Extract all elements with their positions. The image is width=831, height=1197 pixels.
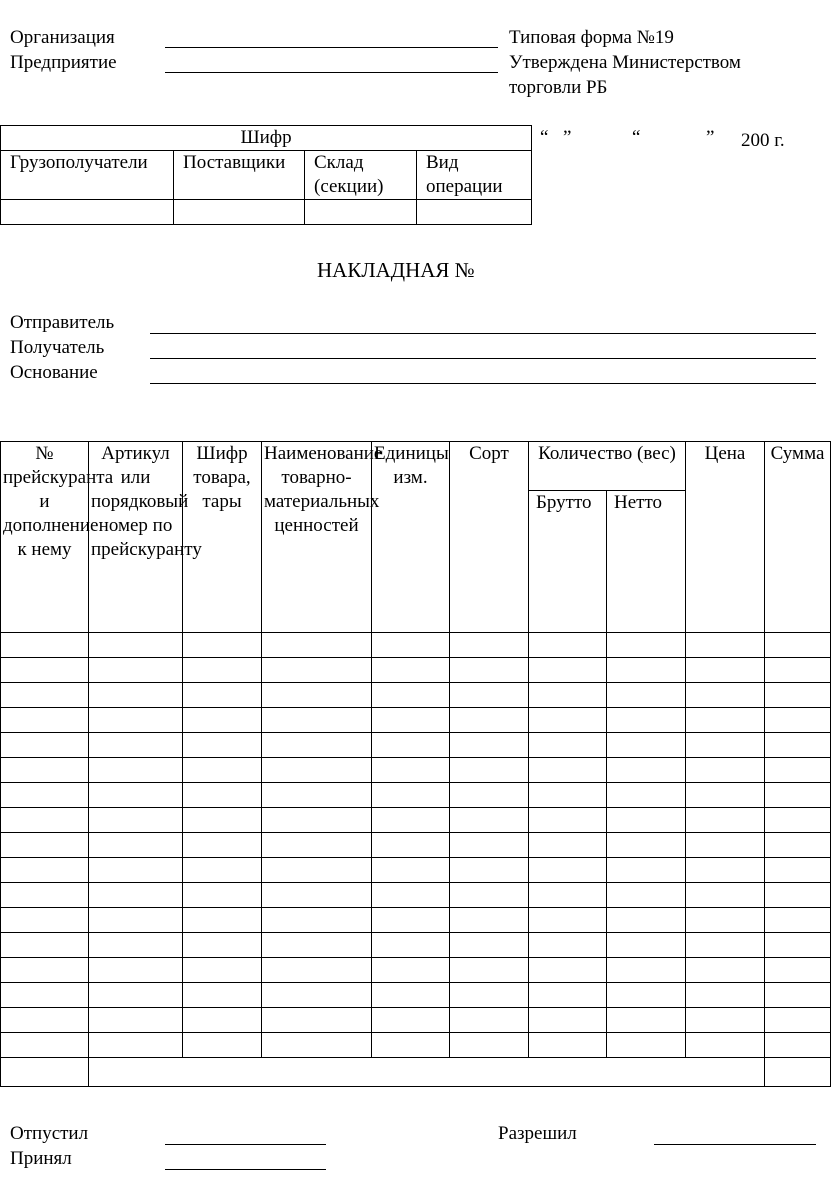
table-cell[interactable]: [686, 733, 765, 758]
table-cell[interactable]: [372, 908, 450, 933]
table-cell[interactable]: [686, 808, 765, 833]
table-row: [1, 783, 831, 808]
table-cell[interactable]: [450, 833, 529, 858]
table-cell[interactable]: [262, 883, 372, 908]
table-cell[interactable]: [262, 833, 372, 858]
table-cell[interactable]: [1, 1008, 89, 1033]
table-cell[interactable]: [262, 633, 372, 658]
basis-label: Основание: [10, 362, 98, 383]
date-quote-close-1: ”: [563, 127, 572, 148]
shifr-cell-warehouse[interactable]: [305, 200, 417, 225]
table-cell[interactable]: [686, 958, 765, 983]
table-cell[interactable]: [262, 1033, 372, 1058]
table-cell[interactable]: [450, 758, 529, 783]
table-cell[interactable]: [89, 783, 183, 808]
table-cell[interactable]: [529, 958, 607, 983]
enterprise-label: Предприятие: [10, 52, 117, 73]
received-label: Принял: [10, 1148, 72, 1169]
receiver-field[interactable]: [150, 358, 816, 359]
table-cell[interactable]: [450, 633, 529, 658]
table-cell[interactable]: [89, 808, 183, 833]
table-cell[interactable]: [450, 983, 529, 1008]
table-cell[interactable]: [765, 858, 831, 883]
table-cell[interactable]: [372, 833, 450, 858]
table-cell[interactable]: [183, 683, 262, 708]
table-cell[interactable]: [450, 658, 529, 683]
enterprise-field[interactable]: [165, 72, 498, 73]
col-header-sum: Сумма: [765, 442, 831, 633]
table-cell[interactable]: [89, 983, 183, 1008]
table-cell[interactable]: [1, 708, 89, 733]
table-cell[interactable]: [765, 658, 831, 683]
table-cell[interactable]: [607, 1033, 686, 1058]
table-cell[interactable]: [529, 683, 607, 708]
table-cell[interactable]: [529, 1008, 607, 1033]
table-cell[interactable]: [262, 808, 372, 833]
table-cell[interactable]: [372, 983, 450, 1008]
table-cell[interactable]: [450, 733, 529, 758]
table-cell[interactable]: [529, 758, 607, 783]
table-cell[interactable]: [450, 883, 529, 908]
table-cell[interactable]: [183, 708, 262, 733]
table-cell[interactable]: [686, 633, 765, 658]
table-cell[interactable]: [607, 858, 686, 883]
table-cell[interactable]: [686, 833, 765, 858]
table-cell[interactable]: [765, 733, 831, 758]
table-cell[interactable]: [607, 783, 686, 808]
table-cell[interactable]: [607, 833, 686, 858]
table-cell[interactable]: [765, 908, 831, 933]
table-cell[interactable]: [607, 658, 686, 683]
table-cell[interactable]: [89, 883, 183, 908]
table-cell[interactable]: [372, 758, 450, 783]
table-cell[interactable]: [262, 783, 372, 808]
table-cell[interactable]: [765, 708, 831, 733]
table-cell[interactable]: [1, 858, 89, 883]
shifr-col-warehouse: Склад (секции): [305, 151, 417, 200]
table-cell[interactable]: [372, 708, 450, 733]
col-header-price: Цена: [686, 442, 765, 633]
ministry-text: торговли РБ: [509, 77, 608, 98]
table-cell[interactable]: [262, 1008, 372, 1033]
table-cell[interactable]: [607, 758, 686, 783]
table-cell[interactable]: [262, 958, 372, 983]
table-row: [1, 633, 831, 658]
table-cell[interactable]: [686, 658, 765, 683]
allowed-signature-field[interactable]: [654, 1144, 816, 1145]
table-cell[interactable]: [89, 733, 183, 758]
table-cell[interactable]: [372, 1008, 450, 1033]
table-cell[interactable]: [765, 633, 831, 658]
shifr-cell-consignees[interactable]: [1, 200, 174, 225]
table-row: [1, 683, 831, 708]
table-cell[interactable]: [372, 883, 450, 908]
table-cell[interactable]: [607, 958, 686, 983]
table-cell[interactable]: [183, 983, 262, 1008]
table-cell[interactable]: [183, 883, 262, 908]
table-row: [1, 908, 831, 933]
organization-field[interactable]: [165, 47, 498, 48]
table-cell[interactable]: [372, 933, 450, 958]
col-header-gross: Брутто: [529, 491, 607, 633]
table-cell[interactable]: [262, 858, 372, 883]
table-cell[interactable]: [89, 658, 183, 683]
table-cell[interactable]: [529, 808, 607, 833]
table-cell[interactable]: [450, 933, 529, 958]
table-cell[interactable]: [529, 933, 607, 958]
table-cell[interactable]: [1, 908, 89, 933]
table-cell[interactable]: [183, 1033, 262, 1058]
table-cell[interactable]: [686, 983, 765, 1008]
table-cell[interactable]: [372, 808, 450, 833]
table-cell[interactable]: [529, 733, 607, 758]
col-header-code: Шифр товара, тары: [183, 442, 262, 633]
table-cell[interactable]: [607, 683, 686, 708]
date-year: 200 г.: [741, 130, 785, 151]
table-cell[interactable]: [686, 908, 765, 933]
table-row: [1, 833, 831, 858]
table-cell[interactable]: [529, 708, 607, 733]
table-cell[interactable]: [372, 633, 450, 658]
allowed-label: Разрешил: [498, 1123, 577, 1144]
table-cell[interactable]: [372, 858, 450, 883]
table-cell[interactable]: [1, 833, 89, 858]
table-cell[interactable]: [529, 783, 607, 808]
table-cell[interactable]: [372, 1033, 450, 1058]
table-cell[interactable]: [529, 983, 607, 1008]
table-cell[interactable]: [765, 808, 831, 833]
table-cell[interactable]: [607, 983, 686, 1008]
table-cell[interactable]: [529, 658, 607, 683]
table-row: [1, 883, 831, 908]
table-row: [1, 758, 831, 783]
table-cell[interactable]: [1, 758, 89, 783]
table-cell[interactable]: [262, 733, 372, 758]
table-cell[interactable]: [1, 933, 89, 958]
sender-label: Отправитель: [10, 312, 115, 333]
table-cell[interactable]: [686, 1008, 765, 1033]
table-cell[interactable]: [765, 758, 831, 783]
table-cell[interactable]: [765, 683, 831, 708]
shifr-col-suppliers: Поставщики: [174, 151, 305, 200]
table-cell[interactable]: [1, 958, 89, 983]
form-number-text: Типовая форма №19: [509, 27, 674, 48]
table-cell[interactable]: [89, 708, 183, 733]
col-header-pricelist-no: № прейскуранта и дополнение к нему: [1, 442, 89, 633]
shifr-table: [0, 125, 532, 225]
table-row: [1, 983, 831, 1008]
table-cell[interactable]: [686, 1033, 765, 1058]
table-cell[interactable]: [262, 908, 372, 933]
table-cell[interactable]: [607, 908, 686, 933]
basis-field[interactable]: [150, 383, 816, 384]
table-cell[interactable]: [183, 908, 262, 933]
shifr-cell-operation[interactable]: [417, 200, 532, 225]
date-quote-open-2: “: [632, 127, 641, 148]
table-cell[interactable]: [450, 858, 529, 883]
table-cell[interactable]: [183, 858, 262, 883]
table-cell[interactable]: [607, 733, 686, 758]
table-cell[interactable]: [183, 833, 262, 858]
table-cell[interactable]: [89, 683, 183, 708]
table-cell[interactable]: [450, 708, 529, 733]
table-cell[interactable]: [450, 683, 529, 708]
table-cell[interactable]: [1, 733, 89, 758]
table-cell[interactable]: [450, 958, 529, 983]
table-cell[interactable]: [372, 783, 450, 808]
table-cell[interactable]: [372, 958, 450, 983]
col-header-name: Наименование товарно-материальных ценностей: [262, 442, 372, 633]
table-cell[interactable]: [450, 808, 529, 833]
table-cell[interactable]: [183, 733, 262, 758]
shifr-cell-suppliers[interactable]: [174, 200, 305, 225]
date-quote-close-2: ”: [706, 127, 715, 148]
table-cell[interactable]: [89, 633, 183, 658]
table-cell[interactable]: [183, 633, 262, 658]
table-row: [1, 958, 831, 983]
table-cell[interactable]: [686, 783, 765, 808]
document-title: НАКЛАДНАЯ №: [317, 258, 475, 282]
table-row: [1, 733, 831, 758]
table-row: [1, 858, 831, 883]
released-signature-field[interactable]: [165, 1144, 326, 1145]
table-cell[interactable]: [262, 983, 372, 1008]
date-quote-open-1: “: [540, 127, 549, 148]
table-cell[interactable]: [1, 783, 89, 808]
totals-row: [1, 1058, 831, 1087]
table-cell[interactable]: [1, 633, 89, 658]
approved-by-text: Утверждена Министерством: [509, 52, 741, 73]
table-cell[interactable]: [529, 833, 607, 858]
table-cell[interactable]: [529, 633, 607, 658]
shifr-col-operation: Вид операции: [417, 151, 532, 200]
table-cell[interactable]: [262, 758, 372, 783]
table-cell[interactable]: [262, 683, 372, 708]
totals-cell-merged[interactable]: [89, 1058, 765, 1087]
shifr-col-consignees: Грузополучатели: [1, 151, 174, 200]
totals-cell-first[interactable]: [1, 1058, 89, 1087]
table-cell[interactable]: [765, 833, 831, 858]
table-cell[interactable]: [607, 883, 686, 908]
table-cell[interactable]: [765, 958, 831, 983]
table-cell[interactable]: [765, 783, 831, 808]
table-cell[interactable]: [450, 1033, 529, 1058]
table-cell[interactable]: [607, 808, 686, 833]
table-cell[interactable]: [765, 983, 831, 1008]
table-cell[interactable]: [183, 808, 262, 833]
table-cell[interactable]: [529, 858, 607, 883]
col-header-unit: Единицы изм.: [372, 442, 450, 633]
table-cell[interactable]: [686, 683, 765, 708]
table-cell[interactable]: [450, 1008, 529, 1033]
table-cell[interactable]: [1, 983, 89, 1008]
received-signature-field[interactable]: [165, 1169, 326, 1170]
table-cell[interactable]: [183, 783, 262, 808]
table-cell[interactable]: [183, 658, 262, 683]
table-cell[interactable]: [529, 908, 607, 933]
table-cell[interactable]: [89, 758, 183, 783]
table-row: [1, 1008, 831, 1033]
table-cell[interactable]: [89, 1033, 183, 1058]
table-row: [1, 1033, 831, 1058]
table-cell[interactable]: [372, 733, 450, 758]
col-header-net: Нетто: [607, 491, 686, 633]
table-row: [1, 808, 831, 833]
table-cell[interactable]: [89, 1008, 183, 1033]
table-cell[interactable]: [686, 708, 765, 733]
table-cell[interactable]: [89, 958, 183, 983]
col-header-grade: Сорт: [450, 442, 529, 633]
table-cell[interactable]: [262, 708, 372, 733]
table-cell[interactable]: [372, 683, 450, 708]
col-header-article: Артикул или порядковый номер по прейскуранту: [89, 442, 183, 633]
table-cell[interactable]: [1, 1033, 89, 1058]
sender-field[interactable]: [150, 333, 816, 334]
col-header-quantity: Количество (вес): [529, 442, 686, 491]
table-cell[interactable]: [183, 1008, 262, 1033]
table-cell[interactable]: [529, 883, 607, 908]
shifr-title: Шифр: [1, 126, 532, 151]
table-row: [1, 933, 831, 958]
table-cell[interactable]: [1, 883, 89, 908]
table-row: [1, 708, 831, 733]
table-cell[interactable]: [89, 933, 183, 958]
goods-table: [0, 441, 831, 1087]
released-label: Отпустил: [10, 1123, 89, 1144]
table-cell[interactable]: [686, 858, 765, 883]
table-cell[interactable]: [89, 858, 183, 883]
table-cell[interactable]: [765, 1008, 831, 1033]
table-cell[interactable]: [607, 1008, 686, 1033]
table-cell[interactable]: [372, 658, 450, 683]
table-cell[interactable]: [686, 933, 765, 958]
table-cell[interactable]: [183, 958, 262, 983]
table-cell[interactable]: [89, 833, 183, 858]
table-cell[interactable]: [686, 758, 765, 783]
table-cell[interactable]: [765, 933, 831, 958]
table-cell[interactable]: [183, 758, 262, 783]
table-cell[interactable]: [765, 883, 831, 908]
table-cell[interactable]: [607, 708, 686, 733]
table-cell[interactable]: [1, 683, 89, 708]
table-cell[interactable]: [262, 933, 372, 958]
table-cell[interactable]: [183, 933, 262, 958]
table-cell[interactable]: [607, 633, 686, 658]
table-cell[interactable]: [686, 883, 765, 908]
table-cell[interactable]: [529, 1033, 607, 1058]
table-cell[interactable]: [1, 808, 89, 833]
table-cell[interactable]: [89, 908, 183, 933]
table-cell[interactable]: [607, 933, 686, 958]
organization-label: Организация: [10, 27, 115, 48]
table-cell[interactable]: [450, 908, 529, 933]
receiver-label: Получатель: [10, 337, 105, 358]
table-row: [1, 658, 831, 683]
table-cell[interactable]: [450, 783, 529, 808]
table-cell[interactable]: [1, 658, 89, 683]
totals-cell-sum[interactable]: [765, 1058, 831, 1087]
table-cell[interactable]: [765, 1033, 831, 1058]
table-cell[interactable]: [262, 658, 372, 683]
